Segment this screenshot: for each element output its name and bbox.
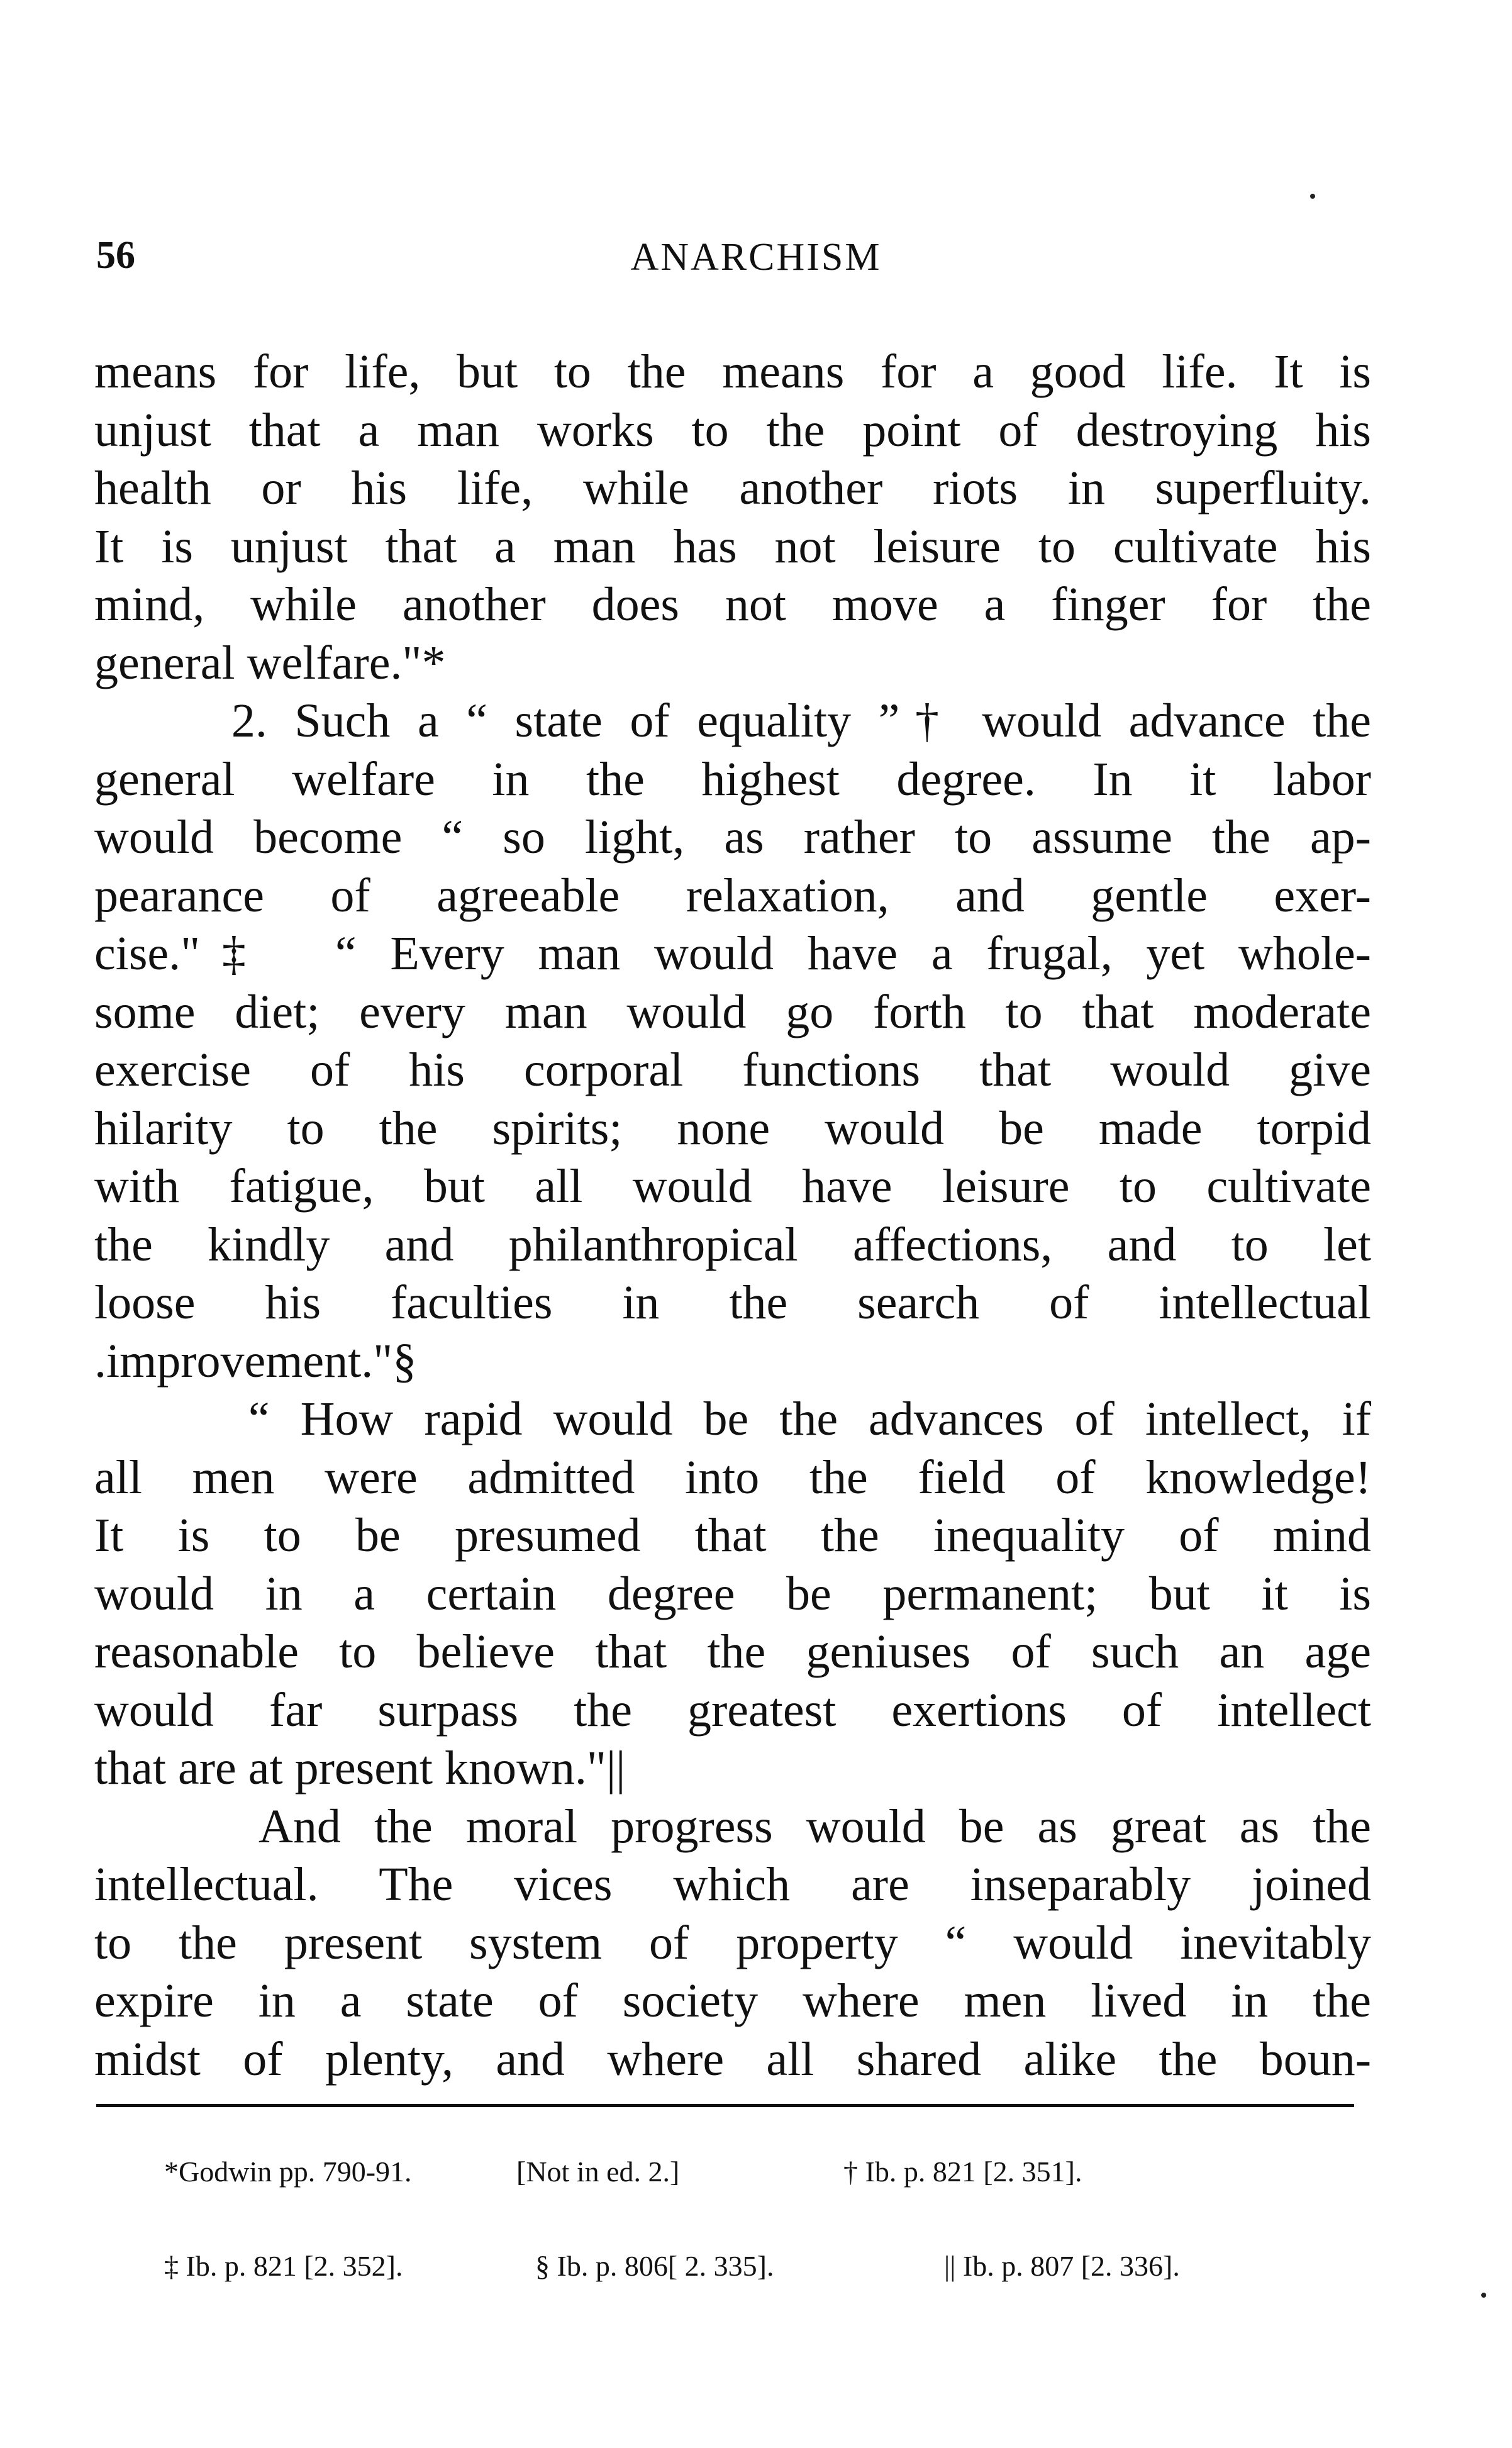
- footnote-double-dagger: ‡ Ib. p. 821 [2. 352].: [164, 2250, 403, 2282]
- footnote-rule: [96, 2104, 1354, 2107]
- text-line: means for life, but to the means for a good life. It is: [94, 345, 1371, 398]
- text-line: would far surpass the greatest exertions of intellect: [94, 1683, 1371, 1737]
- text-line: And the moral progress would be as great as the: [94, 1800, 1371, 1853]
- text-line: would become “ so light, as rather to assume the ap-: [94, 811, 1371, 864]
- text-line: expire in a state of society where men lived in the: [94, 1974, 1371, 2027]
- text-line: with fatigue, but all would have leisure to cultivate: [94, 1160, 1371, 1213]
- text-line: loose his faculties in the search of intellectual: [94, 1276, 1371, 1329]
- footnote-dagger: † Ib. p. 821 [2. 351].: [843, 2156, 1082, 2188]
- text-line: intellectual. The vices which are inseparably joined: [94, 1858, 1371, 1911]
- text-line: would in a certain degree be permanent; but it is: [94, 1567, 1371, 1620]
- text-line: the kindly and philanthropical affections, and to let: [94, 1218, 1371, 1271]
- text-line: that are at present known."||: [94, 1742, 626, 1794]
- text-line: cise."‡ “ Every man would have a frugal, yet whole-: [94, 927, 1371, 980]
- text-line: to the present system of property “ would inevitably: [94, 1916, 1371, 1969]
- text-line: reasonable to believe that the geniuses of such an age: [94, 1625, 1371, 1678]
- text-line: health or his life, while another riots in superfluity.: [94, 462, 1371, 515]
- footnote-parallel: || Ib. p. 807 [2. 336].: [944, 2250, 1180, 2282]
- text-line: some diet; every man would go forth to that moderate: [94, 985, 1371, 1038]
- running-head: ANARCHISM: [630, 236, 882, 279]
- text-line: pearance of agreeable relaxation, and gentle exer-: [94, 869, 1371, 922]
- paper-speck: [1481, 2293, 1486, 2298]
- text-line: midst of plenty, and where all shared alike the boun-: [94, 2032, 1371, 2086]
- text-line: .improvement."§: [94, 1334, 417, 1388]
- footnote-section: § Ib. p. 806[ 2. 335].: [535, 2250, 774, 2282]
- text-line: general welfare."*: [94, 636, 446, 689]
- text-line: It is to be presumed that the inequality of mind: [94, 1509, 1371, 1562]
- text-line: unjust that a man works to the point of destroying his: [94, 403, 1371, 457]
- text-line: mind, while another does not move a finger for the: [94, 578, 1371, 631]
- text-line: “ How rapid would be the advances of intellect, if: [94, 1393, 1371, 1445]
- text-line: exercise of his corporal functions that would give: [94, 1043, 1371, 1096]
- text-line: 2. Such a “ state of equality ”† would advance the: [94, 694, 1371, 747]
- text-line: hilarity to the spirits; none would be made torpid: [94, 1101, 1371, 1155]
- text-line: It is unjust that a man has not leisure to cultivate his: [94, 520, 1371, 573]
- footnote-row: [135, 2125, 1330, 2219]
- footnotes: [135, 2125, 1330, 2313]
- text-line: general welfare in the highest degree. In it labor: [94, 752, 1371, 806]
- footnote-godwin: *Godwin pp. 790-91.: [164, 2156, 412, 2188]
- page-number: 56: [96, 234, 135, 277]
- text-line: all men were admitted into the field of knowledge!: [94, 1450, 1371, 1504]
- footnote-row: [135, 2219, 1330, 2313]
- paper-speck: [1310, 194, 1315, 199]
- footnote-not-in-ed: [Not in ed. 2.]: [516, 2156, 680, 2188]
- body-text: [94, 343, 1371, 2088]
